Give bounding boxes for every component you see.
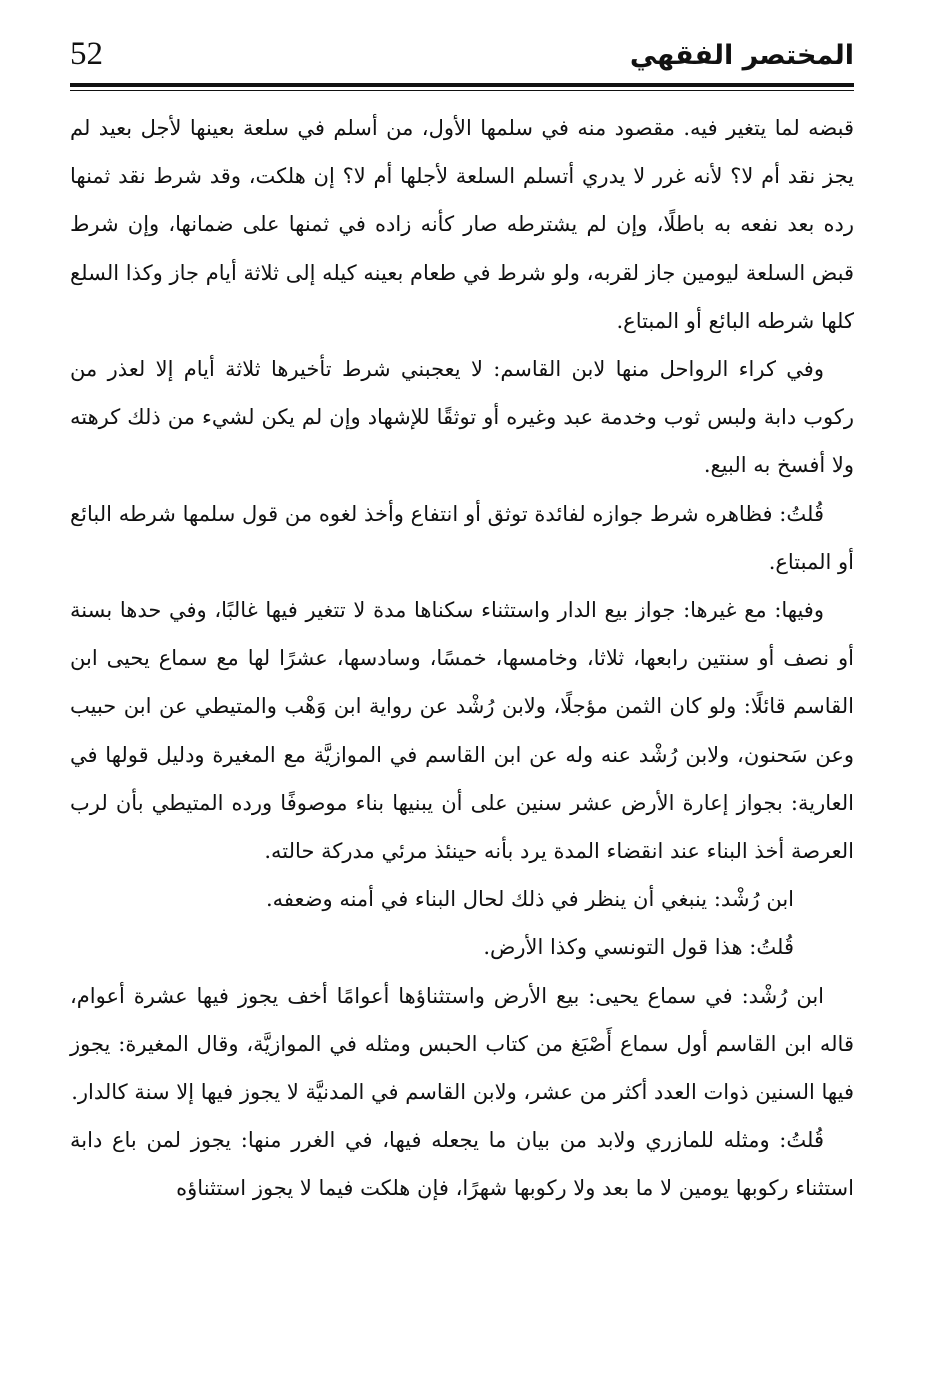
header-rule-thin [70, 90, 854, 91]
paragraph-4: وفيها: مع غيرها: جواز بيع الدار واستثناء سكناها مدة لا تتغير فيها غالبًا، وفي حدها بسنة أو نصف أو سنتين رابعها، ثلاثا، وخامسها، خمسًا، وسادسها، عشرًا لها مع سماع يحيى ابن القاسم قائلًا: ولو كان الثمن مؤجلًا، ولابن رُشْد عن رواية ابن وَهْب والمتيطي عن ابن حبيب وعن سَحنون، ولابن رُشْد عنه وله عن ابن القاسم في الموازيَّة مع المغيرة ودليل قولها في العارية: بجواز إعارة الأرض عشر سنين على أن يبنيها بناء موصوفًا ورده المتيطي بأن لرب العرصة أخذ البناء عند انقضاء المدة يرد بأنه حينئذ مرئي مدركة حالته. [70, 598, 854, 864]
paragraph-1: قبضه لما يتغير فيه. مقصود منه في سلمها الأول، من أسلم في سلعة بعينها لأجل بعيد لم يجز نقد أم لا؟ لأنه غرر لا يدري أتسلم السلعة لأجلها أم لا؟ إن هلكت، وقد شرط نقد ثمنها رده بعد نفعه به باطلًا، وإن لم يشترطه صار كأنه زاده في ثمنها على ضمانها، وإن شرط قبض السلعة ليومين جاز لقربه، ولو شرط في طعام بعينه كيله إلى ثلاثة أيام جاز وكذا السلع كلها شرطه البائع أو المبتاع. [70, 116, 854, 333]
paragraph-8: قُلتُ: ومثله للمازري ولابد من بيان ما يجعله فيها، في الغرر منها: يجوز لمن باع دابة استثناء ركوبها يومين لا ما بعد ولا ركوبها شهرًا، فإن هلكت فيما لا يجوز استثناؤه [70, 1128, 854, 1201]
text-body [70, 104, 854, 1213]
running-title: المختصر الفقهي [629, 40, 854, 71]
page-number: 52 [70, 36, 103, 72]
header-rule-thick [70, 83, 854, 87]
paragraph-2: وفي كراء الرواحل منها لابن القاسم: لا يعجبني شرط تأخيرها ثلاثة أيام إلا لعذر من ركوب دابة ولبس ثوب وخدمة عبد وغيره أو توثقًا للإشهاد وإن لم يكن لشيء من ذلك كرهته ولا أفسخ به البيع. [70, 357, 854, 478]
paragraph-7: ابن رُشْد: في سماع يحيى: بيع الأرض واستثناؤها أعوامًا أخف يجوز فيها عشرة أعوام، قاله ابن القاسم أول سماع أَصْبَغ من كتاب الحبس ومثله في الموازيَّة، وقال المغيرة: يجوز فيها السنين ذوات العدد أكثر من عشر، ولابن القاسم في المدنيَّة لا يجوز فيها إلا سنة كالدار. [70, 983, 854, 1105]
paragraph-6: قُلتُ: هذا قول التونسي وكذا الأرض. [483, 935, 794, 960]
paragraph-3: قُلتُ: فظاهره شرط جوازه لفائدة توثق أو انتفاع وأخذ لغوه من قول سلمها شرطه البائع أو المبتاع. [70, 501, 854, 574]
paragraph-5: ابن رُشْد: ينبغي أن ينظر في ذلك لحال البناء في أمنه وضعفه. [266, 887, 794, 912]
